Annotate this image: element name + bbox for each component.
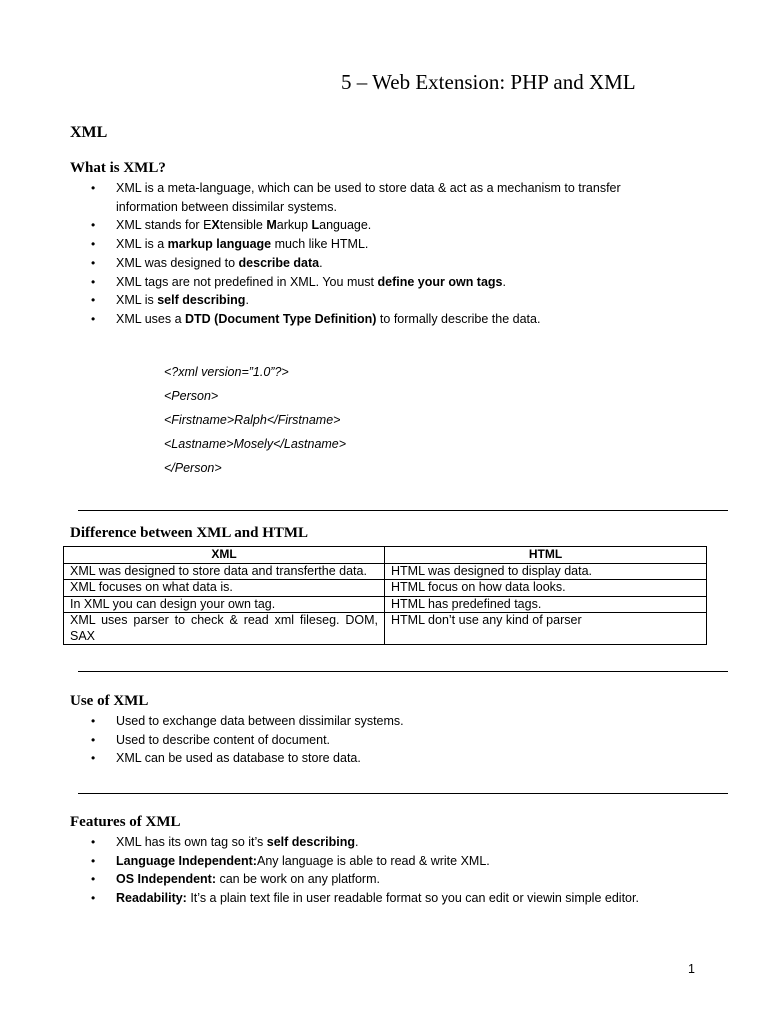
text-segment: . — [355, 835, 359, 849]
bold-text: Language Independent: — [116, 853, 257, 868]
table-header-row — [64, 547, 707, 564]
code-line: <?xml version=”1.0”?> — [164, 365, 289, 379]
text-segment: anguage. — [319, 218, 372, 233]
text-segment: tensible — [219, 218, 267, 233]
list-item — [0, 731, 676, 750]
text-segment: Used to describe content of document. — [116, 732, 331, 747]
bold-text: describe data — [238, 255, 320, 270]
text-segment: XML has its own tag so it’s — [116, 835, 267, 849]
table-cell-xml: In XML you can design your own tag. — [64, 596, 385, 613]
divider — [78, 510, 728, 511]
table-cell-html: HTML was designed to display data. — [385, 563, 707, 580]
text-segment: XML uses a — [116, 311, 186, 326]
heading-what-is-xml: What is XML? — [70, 160, 166, 176]
table-row — [64, 613, 707, 645]
text-segment: Used to exchange data between dissimilar systems. — [116, 714, 404, 728]
bold-text: define your own tags — [377, 274, 503, 289]
text-segment: . — [502, 274, 506, 289]
page-title: 5 – Web Extension: PHP and XML — [341, 70, 636, 94]
list-item — [0, 291, 676, 310]
code-line: <Person> — [164, 389, 219, 403]
list-item — [0, 749, 676, 768]
text-segment: XML was designed to — [116, 255, 239, 270]
use-of-xml-list — [0, 712, 676, 768]
text-segment: XML is — [116, 293, 158, 308]
bold-text: DTD (Document Type Definition) — [185, 311, 377, 326]
heading-use-of-xml: Use of XML — [70, 693, 149, 709]
list-item — [0, 179, 676, 216]
bold-text: self describing — [266, 835, 355, 849]
text-segment: XML is a meta-language, which can be used to store data & act as a mechanism to transfer information between dissimilar systems. — [116, 181, 621, 214]
list-item — [0, 889, 676, 908]
divider — [78, 671, 728, 672]
list-item — [0, 712, 676, 731]
table-cell-xml: XML was designed to store data and transferthe data. — [64, 563, 385, 580]
column-header-html: HTML — [385, 547, 707, 564]
code-line: </Person> — [164, 461, 222, 475]
table-row — [64, 563, 707, 580]
text-segment: It’s a plain text file in user readable format so you can edit or viewin simple editor. — [186, 891, 639, 906]
comparison-table — [63, 546, 707, 645]
text-segment: XML tags are not predefined in XML. You must — [116, 274, 378, 289]
features-of-xml-list — [0, 833, 676, 908]
list-item — [0, 310, 676, 329]
list-item — [0, 254, 676, 273]
text-segment: . — [245, 293, 249, 308]
bold-text: L — [311, 218, 320, 233]
text-segment: arkup — [276, 218, 312, 233]
bold-text: OS Independent: — [116, 872, 216, 887]
text-segment: . — [319, 255, 323, 270]
table-cell-xml: XML focuses on what data is. — [64, 580, 385, 597]
page-number: 1 — [688, 962, 695, 976]
table-row — [64, 580, 707, 597]
list-item — [0, 273, 676, 292]
list-item — [0, 216, 676, 235]
divider — [78, 793, 728, 794]
table-row — [64, 596, 707, 613]
text-segment: can be work on any platform. — [216, 872, 380, 887]
text-segment: XML can be used as database to store data. — [116, 751, 361, 766]
bold-text: markup language — [167, 237, 272, 252]
section-heading-xml: XML — [70, 124, 108, 141]
list-item — [0, 833, 676, 852]
code-line: <Firstname>Ralph</Firstname> — [164, 413, 341, 427]
text-segment: XML is a — [116, 237, 168, 252]
list-item — [0, 235, 676, 254]
text-segment: Any language is able to read & write XML. — [256, 853, 490, 868]
list-item — [0, 852, 676, 871]
table-cell-xml: XML uses parser to check & read xml fileseg. DOM, SAX — [64, 613, 385, 645]
bold-text: self describing — [157, 293, 246, 308]
heading-features-of-xml: Features of XML — [70, 814, 181, 830]
what-is-xml-list — [0, 179, 676, 329]
code-line: <Lastname>Mosely</Lastname> — [164, 437, 347, 451]
list-item — [0, 870, 676, 889]
table-cell-html: HTML don’t use any kind of parser — [385, 613, 707, 645]
column-header-xml: XML — [64, 547, 385, 564]
text-segment: much like HTML. — [271, 237, 369, 252]
bold-text: M — [266, 218, 277, 233]
table-cell-html: HTML focus on how data looks. — [385, 580, 707, 597]
heading-difference: Difference between XML and HTML — [70, 525, 309, 541]
xml-code-example — [164, 360, 346, 480]
text-segment: XML stands for E — [116, 218, 212, 233]
table-cell-html: HTML has predefined tags. — [385, 596, 707, 613]
bold-text: Readability: — [116, 891, 187, 906]
text-segment: to formally describe the data. — [376, 311, 541, 326]
bold-text: X — [211, 218, 220, 233]
